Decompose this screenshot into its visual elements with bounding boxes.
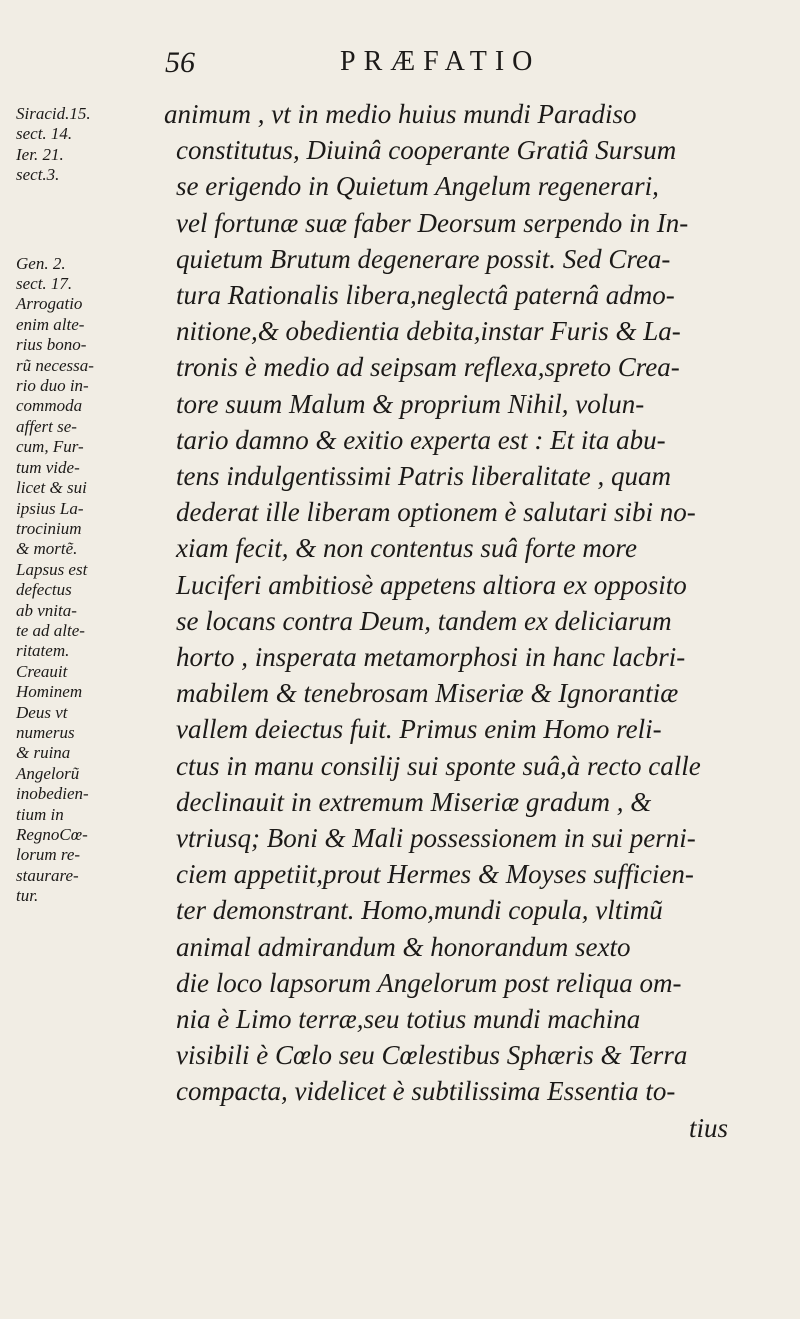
margin-note: numerus xyxy=(16,722,75,742)
margin-note: sect. 17. xyxy=(16,274,73,294)
margin-note: Angelorũ xyxy=(16,763,80,783)
margin-note: Siracid.15. xyxy=(16,104,91,123)
text-line: se erigendo in Quietum Angelum regenerari, xyxy=(176,171,659,202)
text-line: tura Rationalis libera,neglectâ paternâ admo- xyxy=(176,280,675,311)
text-line: declinauit in extremum Miseriæ gradum , & xyxy=(176,786,652,817)
text-line: compacta, videlicet è subtilissima Essentia to- xyxy=(176,1076,676,1107)
margin-note: ab vnita- xyxy=(16,600,77,620)
text-line: tore suum Malum & proprium Nihil, volun- xyxy=(176,388,645,419)
text-line: vel fortunæ suæ faber Deorsum serpendo in In- xyxy=(176,207,689,238)
margin-note: Creauit xyxy=(16,661,68,681)
text-line: tronis è medio ad seipsam reflexa,spreto Crea- xyxy=(176,352,680,383)
margin-note: ipsius La- xyxy=(16,498,84,518)
margin-note: lorum re- xyxy=(16,845,81,865)
text-line: quietum Brutum degenerare possit. Sed Crea- xyxy=(176,243,671,274)
margin-note: tum vide- xyxy=(16,457,80,477)
margin-note: Deus vt xyxy=(16,702,68,722)
text-line: ctus in manu consilij sui sponte suâ,à recto calle xyxy=(176,750,701,781)
text-line: ter demonstrant. Homo,mundi copula, vltimũ xyxy=(176,895,663,926)
text-line: tens indulgentissimi Patris liberalitate , quam xyxy=(176,461,671,492)
margin-note: Lapsus est xyxy=(16,559,88,579)
catchword: tius xyxy=(688,1112,728,1143)
margin-note: Arrogatio xyxy=(16,294,83,314)
text-line: horto , insperata metamorphosi in hanc lacbri- xyxy=(176,642,686,673)
margin-note: cum, Fur- xyxy=(16,437,84,457)
margin-note: Gen. 2. xyxy=(16,253,66,273)
text-line: animal admirandum & honorandum sexto xyxy=(176,931,631,962)
margin-note: te ad alte- xyxy=(16,620,85,640)
text-line: constitutus, Diuinâ cooperante Gratiâ Sursum xyxy=(176,135,677,166)
text-line: mabilem & tenebrosam Miseriæ & Ignorantiæ xyxy=(176,678,679,709)
margin-note: & mortẽ. xyxy=(16,539,78,559)
margin-note: defectus xyxy=(16,580,72,600)
margin-note: rius bono- xyxy=(16,335,87,355)
margin-note: licet & sui xyxy=(16,478,87,498)
text-line: se locans contra Deum, tandem ex deliciarum xyxy=(176,605,672,636)
margin-note: Hominem xyxy=(16,682,83,702)
margin-note: staurare- xyxy=(16,865,79,885)
margin-notes xyxy=(16,104,156,907)
margin-note: enim alte- xyxy=(16,314,85,334)
margin-note: ritatem. xyxy=(16,641,70,661)
margin-note: sect.3. xyxy=(16,165,60,185)
text-line: vtriusq; Boni & Mali possessionem in sui perni- xyxy=(176,823,696,854)
margin-note: tium in xyxy=(16,804,64,824)
margin-note: trocinium xyxy=(16,518,82,538)
margin-note: affert se- xyxy=(16,416,77,436)
margin-note: rio duo in- xyxy=(16,376,89,396)
margin-note: & ruina xyxy=(16,743,71,763)
page-number: 56 xyxy=(165,46,195,79)
text-line: dederat ille liberam optionem è salutari sibi no- xyxy=(176,497,696,528)
text-line: xiam fecit, & non contentus suâ forte more xyxy=(176,533,637,564)
running-title: PRÆFATIO xyxy=(340,46,541,77)
text-line: ciem appetiit,prout Hermes & Moyses sufficien- xyxy=(176,859,694,890)
margin-note: rũ necessa- xyxy=(16,355,94,375)
margin-note: sect. 14. xyxy=(16,124,73,144)
text-line: nitione,& obedientia debita,instar Furis & La- xyxy=(176,316,681,347)
page-header xyxy=(150,46,670,86)
text-line: nia è Limo terræ,seu totius mundi machina xyxy=(176,1004,641,1035)
text-line: tario damno & exitio experta est : Et ita abu- xyxy=(176,424,666,455)
margin-spacer xyxy=(16,186,156,254)
text-line: animum , vt in medio huius mundi Paradiso xyxy=(164,99,637,129)
margin-note: RegnoCœ- xyxy=(16,825,88,844)
margin-note: Ier. 21. xyxy=(16,144,64,164)
margin-note: tur. xyxy=(16,886,39,906)
margin-note: commoda xyxy=(16,396,83,416)
body-text xyxy=(164,96,784,1146)
text-line: Luciferi ambitiosè appetens altiora ex opposito xyxy=(176,569,687,600)
margin-note: inobedien- xyxy=(16,784,89,804)
text-line: vallem deiectus fuit. Primus enim Homo reli- xyxy=(176,714,662,745)
text-line: visibili è Cœlo seu Cœlestibus Sphæris & Terra xyxy=(176,1040,688,1071)
text-line: die loco lapsorum Angelorum post reliqua om- xyxy=(176,967,682,998)
